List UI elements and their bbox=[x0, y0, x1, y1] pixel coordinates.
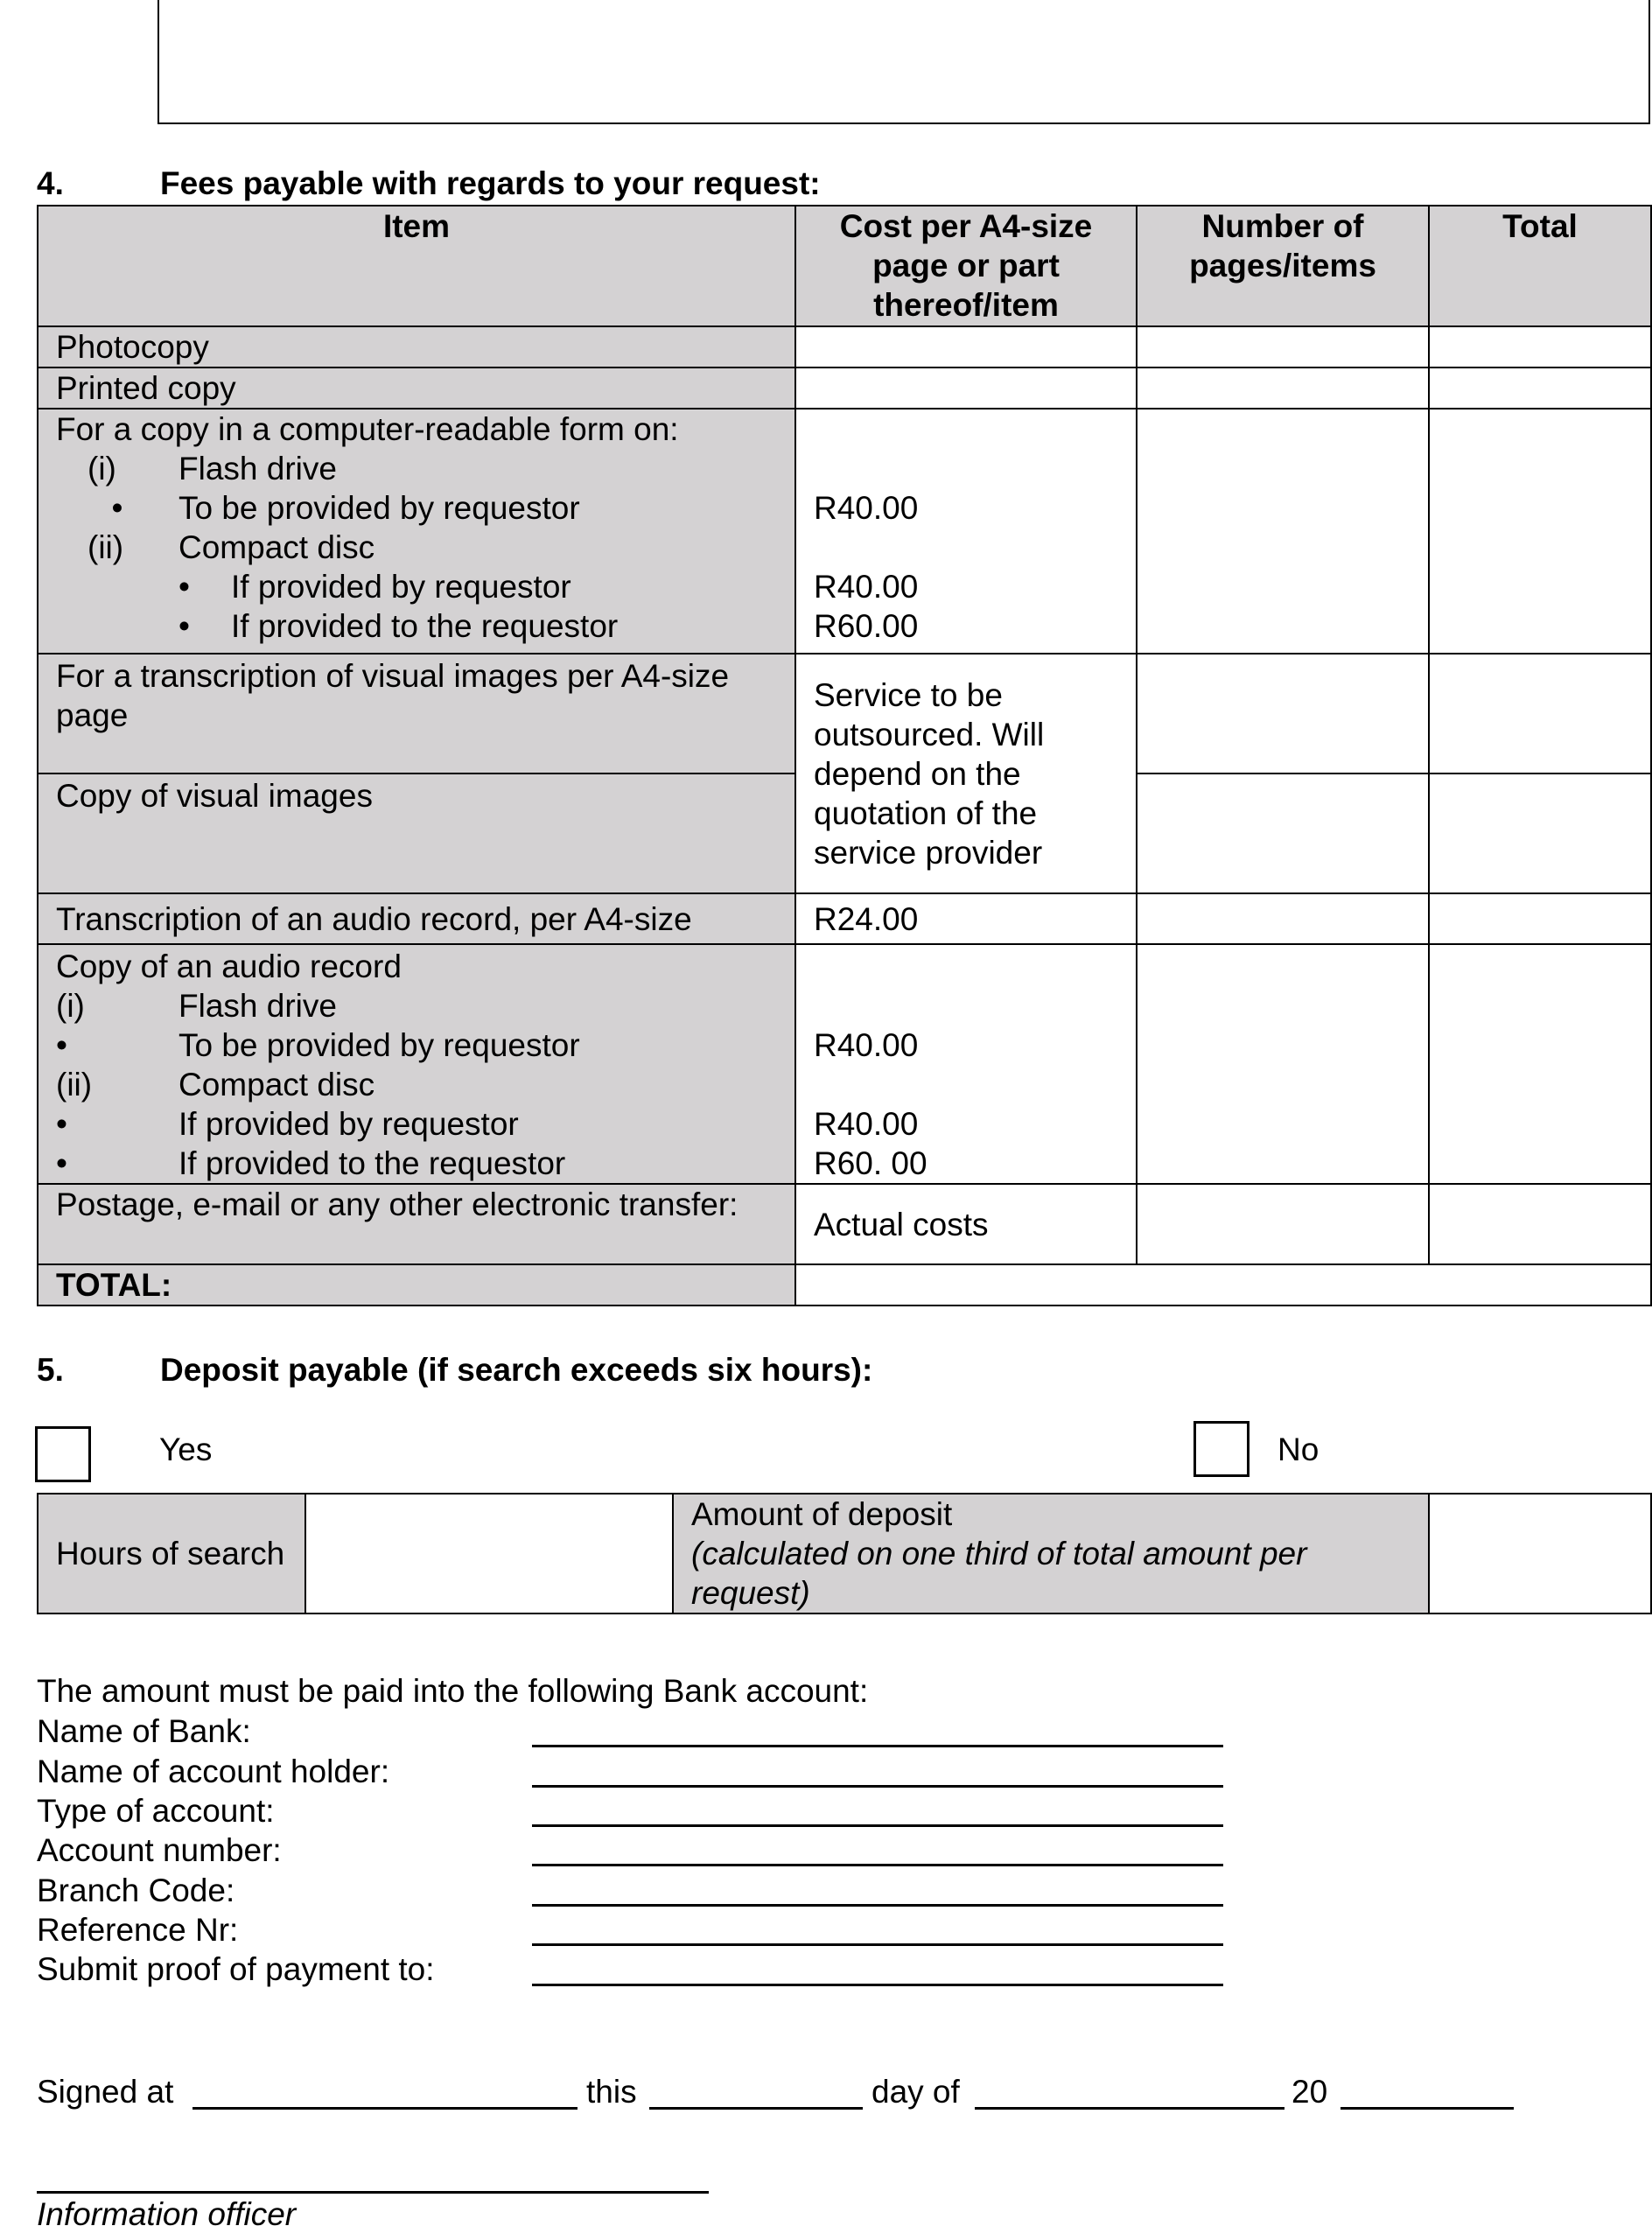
bullet-icon: • bbox=[56, 1027, 67, 1063]
table-row bbox=[38, 1184, 1651, 1264]
day-of-label: day of bbox=[872, 2074, 960, 2110]
bank-field-label: Branch Code: bbox=[37, 1872, 235, 1908]
table-row bbox=[38, 654, 1651, 774]
table-row bbox=[38, 409, 1651, 654]
audio-cd-to-label: If provided to the requestor bbox=[178, 1145, 566, 1181]
transcription-audio-cost: R24.00 bbox=[795, 893, 1137, 944]
fees-table bbox=[37, 205, 1652, 1306]
audio-cost-cd-to: R60. 00 bbox=[814, 1145, 928, 1181]
signed-at-line[interactable] bbox=[192, 2107, 578, 2110]
bank-field-label: Type of account: bbox=[37, 1793, 275, 1829]
total-cell[interactable] bbox=[1429, 774, 1651, 893]
reference-line[interactable] bbox=[532, 1943, 1223, 1946]
table-row bbox=[38, 893, 1651, 944]
pages-cell[interactable] bbox=[1137, 944, 1429, 1184]
amount-of-deposit-field[interactable] bbox=[1429, 1494, 1651, 1614]
computer-flash-label: Flash drive bbox=[178, 451, 337, 486]
header-cost: Cost per A4-size page or part thereof/item bbox=[795, 206, 1137, 326]
audio-cd-to bbox=[56, 1144, 794, 1183]
previous-section-box bbox=[158, 0, 1650, 124]
total-cell[interactable] bbox=[1429, 1184, 1651, 1264]
section-4-number: 4. bbox=[37, 165, 64, 201]
bank-field-label: Account number: bbox=[37, 1832, 282, 1868]
audio-cost-flash: R40.00 bbox=[814, 1027, 919, 1063]
outsourced-cell: Service to be outsourced. Will depend on the quotation of the service provider bbox=[795, 654, 1137, 893]
pages-cell[interactable] bbox=[1137, 326, 1429, 368]
row-total: TOTAL: bbox=[38, 1264, 795, 1306]
computer-cd bbox=[56, 528, 794, 567]
section-5-title: Deposit payable (if search exceeds six hours): bbox=[160, 1352, 873, 1388]
yes-checkbox[interactable] bbox=[35, 1426, 91, 1482]
audio-costs bbox=[795, 944, 1137, 1184]
computer-flash-provided-label: To be provided by requestor bbox=[178, 490, 580, 526]
audio-flash-label: Flash drive bbox=[178, 988, 337, 1024]
bank-field-label: Reference Nr: bbox=[37, 1912, 239, 1948]
bank-field-label: Name of Bank: bbox=[37, 1713, 251, 1749]
row-transcription-visual: For a transcription of visual images per A4-size page bbox=[38, 654, 795, 774]
row-transcription-audio: Transcription of an audio record, per A4-size bbox=[38, 893, 795, 944]
total-cell[interactable] bbox=[1429, 326, 1651, 368]
cost-cell[interactable] bbox=[795, 368, 1137, 409]
cost-cd-by: R40.00 bbox=[814, 569, 919, 605]
row-postage: Postage, e-mail or any other electronic transfer: bbox=[38, 1184, 795, 1264]
computer-cd-by bbox=[56, 567, 794, 606]
amount-label: Amount of deposit bbox=[691, 1496, 953, 1532]
header-total: Total bbox=[1429, 206, 1651, 326]
year-label: 20 bbox=[1292, 2074, 1328, 2110]
account-holder-line[interactable] bbox=[532, 1785, 1223, 1788]
grand-total-cell[interactable] bbox=[795, 1264, 1651, 1306]
bank-field-label: Name of account holder: bbox=[37, 1754, 390, 1789]
total-cell[interactable] bbox=[1429, 654, 1651, 774]
pages-cell[interactable] bbox=[1137, 654, 1429, 774]
this-label: this bbox=[586, 2074, 637, 2110]
amount-note: (calculated on one third of total amount per request) bbox=[691, 1536, 1307, 1611]
computer-i: (i) bbox=[88, 451, 116, 486]
header-item: Item bbox=[38, 206, 795, 326]
audio-label: Copy of an audio record bbox=[56, 948, 402, 984]
month-line[interactable] bbox=[975, 2107, 1284, 2110]
audio-cd-label: Compact disc bbox=[178, 1067, 375, 1102]
fees-header-row bbox=[38, 206, 1651, 326]
audio-flash-provided bbox=[56, 1026, 794, 1065]
account-number-line[interactable] bbox=[532, 1864, 1223, 1866]
audio-cost-cd-by: R40.00 bbox=[814, 1106, 919, 1142]
account-type-line[interactable] bbox=[532, 1824, 1223, 1827]
computer-cd-by-label: If provided by requestor bbox=[231, 569, 571, 605]
row-copy-audio bbox=[38, 944, 795, 1184]
table-row bbox=[38, 944, 1651, 1184]
computer-flash-provided bbox=[56, 488, 794, 528]
computer-ii: (ii) bbox=[88, 529, 124, 565]
cost-cd-to: R60.00 bbox=[814, 608, 919, 644]
pages-cell[interactable] bbox=[1137, 368, 1429, 409]
day-line[interactable] bbox=[649, 2107, 863, 2110]
proof-of-payment-line[interactable] bbox=[532, 1984, 1223, 1986]
pages-cell[interactable] bbox=[1137, 409, 1429, 654]
computer-flash bbox=[56, 449, 794, 488]
no-checkbox[interactable] bbox=[1194, 1421, 1250, 1477]
officer-signature-line[interactable] bbox=[37, 2191, 709, 2194]
bank-field-label: Submit proof of payment to: bbox=[37, 1951, 435, 1987]
branch-code-line[interactable] bbox=[532, 1904, 1223, 1907]
row-photocopy: Photocopy bbox=[38, 326, 795, 368]
total-cell[interactable] bbox=[1429, 944, 1651, 1184]
header-pages: Number of pages/items bbox=[1137, 206, 1429, 326]
audio-i: (i) bbox=[56, 988, 85, 1024]
audio-cd-by-label: If provided by requestor bbox=[178, 1106, 519, 1142]
bank-intro: The amount must be paid into the following Bank account: bbox=[37, 1673, 869, 1709]
table-row bbox=[38, 1264, 1651, 1306]
bullet-icon: • bbox=[178, 608, 190, 644]
bullet-icon: • bbox=[56, 1106, 67, 1142]
total-cell[interactable] bbox=[1429, 409, 1651, 654]
audio-flash-provided-label: To be provided by requestor bbox=[178, 1027, 580, 1063]
deposit-table bbox=[37, 1493, 1652, 1614]
section-5-number: 5. bbox=[37, 1352, 64, 1388]
hours-of-search-label: Hours of search bbox=[38, 1494, 305, 1614]
audio-ii: (ii) bbox=[56, 1067, 93, 1102]
pages-cell[interactable] bbox=[1137, 1184, 1429, 1264]
computer-cd-to bbox=[56, 606, 794, 646]
no-label: No bbox=[1278, 1432, 1320, 1467]
year-line[interactable] bbox=[1340, 2107, 1514, 2110]
audio-cd bbox=[56, 1065, 794, 1104]
cost-cell[interactable] bbox=[795, 326, 1137, 368]
row-printed-copy: Printed copy bbox=[38, 368, 795, 409]
computer-costs bbox=[795, 409, 1137, 654]
yes-label: Yes bbox=[159, 1432, 213, 1467]
deposit-row bbox=[38, 1494, 1651, 1614]
postage-cost: Actual costs bbox=[795, 1184, 1137, 1264]
audio-cd-by bbox=[56, 1104, 794, 1144]
bullet-icon: • bbox=[111, 490, 123, 526]
computer-cd-to-label: If provided to the requestor bbox=[231, 608, 619, 644]
hours-of-search-field[interactable] bbox=[305, 1494, 673, 1614]
computer-label: For a copy in a computer-readable form on: bbox=[56, 411, 679, 447]
table-row bbox=[38, 326, 1651, 368]
bullet-icon: • bbox=[178, 569, 190, 605]
section-4-title: Fees payable with regards to your request: bbox=[160, 165, 821, 201]
cost-flash: R40.00 bbox=[814, 490, 919, 526]
signed-at-label: Signed at bbox=[37, 2074, 174, 2110]
pages-cell[interactable] bbox=[1137, 893, 1429, 944]
row-computer-readable bbox=[38, 409, 795, 654]
bank-name-line[interactable] bbox=[532, 1745, 1223, 1747]
row-copy-visual: Copy of visual images bbox=[38, 774, 795, 893]
pages-cell[interactable] bbox=[1137, 774, 1429, 893]
computer-cd-label: Compact disc bbox=[178, 529, 375, 565]
audio-flash bbox=[56, 986, 794, 1026]
total-cell[interactable] bbox=[1429, 368, 1651, 409]
bullet-icon: • bbox=[56, 1145, 67, 1181]
information-officer-label: Information officer bbox=[37, 2196, 297, 2232]
total-cell[interactable] bbox=[1429, 893, 1651, 944]
table-row bbox=[38, 368, 1651, 409]
amount-of-deposit-label bbox=[673, 1494, 1429, 1614]
